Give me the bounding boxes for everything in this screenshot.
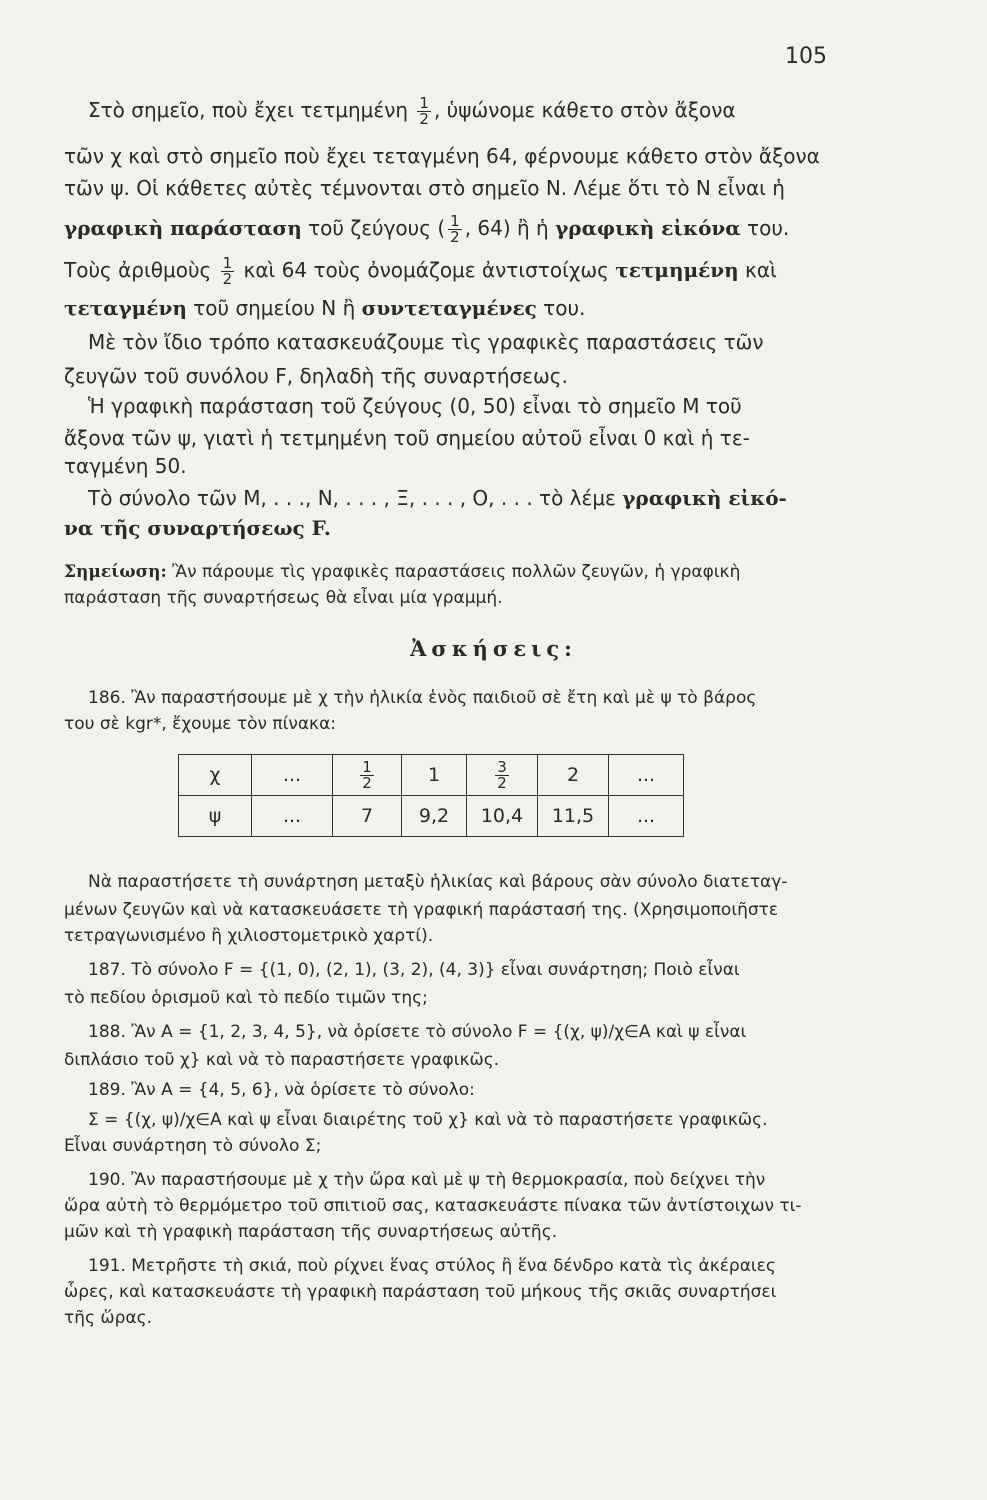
ex186-line1: 186. Ἂν παραστήσουμε μὲ χ τὴν ἡλικία ἑνὸς παιδιοῦ σὲ ἔτη καὶ μὲ ψ τὸ βάρος	[88, 688, 757, 708]
ex189-line3: Εἶναι συνάρτηση τὸ σύνολο Σ;	[64, 1136, 322, 1156]
term-coordinates: συντεταγμένες	[361, 296, 537, 320]
note-line2: παράσταση τῆς συναρτήσεως θὰ εἶναι μία γραμμή.	[64, 588, 503, 608]
p1-line6: τεταγμένη τοῦ σημείου Ν ἢ συντεταγμένες του.	[64, 296, 586, 320]
p3-line1: Ἡ γραφικὴ παράσταση τοῦ ζεύγους (0, 50) εἶναι τὸ σημεῖο Μ τοῦ	[88, 394, 742, 418]
note-line1: Σημείωση: Ἂν πάρουμε τὶς γραφικὲς παραστάσεις πολλῶν ζευγῶν, ἡ γραφικὴ	[64, 562, 741, 582]
fraction-half: $\frac{1}{2}$	[419, 94, 429, 128]
term-abscissa: τετμημένη	[615, 258, 739, 282]
table-cell: 9,2	[402, 796, 467, 837]
term-graphical-image-function: γραφικὴ εἰκό-	[622, 486, 787, 510]
table-row-y	[179, 796, 684, 837]
p2-line1: Μὲ τὸν ἴδιο τρόπο κατασκευάζουμε τὶς γραφικὲς παραστάσεις τῶν	[88, 330, 764, 354]
p3-line3: ταγμένη 50.	[64, 454, 187, 478]
ex190-line3: μῶν καὶ τὴ γραφικὴ παράσταση τῆς συναρτήσεως αὐτῆς.	[64, 1222, 558, 1242]
table-row-x	[179, 755, 684, 796]
ex186-line2: του σὲ kgr*, ἔχουμε τὸν πίνακα:	[64, 714, 337, 734]
ex188-line1: 188. Ἂν Α = {1, 2, 3, 4, 5}, νὰ ὁρίσετε τὸ σύνολο F = {(χ, ψ)/χ∈Α καὶ ψ εἶναι	[88, 1022, 747, 1042]
ex190-line1: 190. Ἂν παραστήσουμε μὲ χ τὴν ὥρα καὶ μὲ ψ τὴ θερμοκρασία, ποὺ δείχνει τὴν	[88, 1170, 766, 1190]
table-cell: 2	[538, 755, 609, 796]
ex191-line1: 191. Μετρῆστε τὴ σκιά, ποὺ ρίχνει ἕνας στύλος ἢ ἕνα δένδρο κατὰ τὶς ἀκέραιες	[88, 1256, 776, 1276]
age-weight-table	[178, 754, 684, 837]
p1-line5: Τοὺς ἀριθμοὺς $\frac{1}{2}$ καὶ 64 τοὺς ὀνομάζομε ἀντιστοίχως τετμημένη καὶ	[64, 254, 777, 288]
table-cell: ...	[609, 755, 684, 796]
p4-line1: Τὸ σύνολο τῶν Μ, . . ., Ν, . . . , Ξ, . . . , Ο, . . . τὸ λέμε γραφικὴ εἰκό-	[88, 486, 787, 510]
ex189-line1: 189. Ἂν Α = {4, 5, 6}, νὰ ὁρίσετε τὸ σύνολο:	[88, 1080, 475, 1100]
fraction-half: $\frac{1}{2}$	[450, 212, 460, 246]
ex190-line2: ὥρα αὐτὴ τὸ θερμόμετρο τοῦ σπιτιοῦ σας, κατασκευάστε πίνακα τῶν ἀντίστοιχων τι-	[64, 1196, 802, 1216]
p1-line2: τῶν χ καὶ στὸ σημεῖο ποὺ ἔχει τεταγμένη 64, φέρνουμε κάθετο στὸν ἄξονα	[64, 144, 820, 168]
table-cell: 1	[402, 755, 467, 796]
p1-line1	[64, 96, 858, 127]
term-graphical-image: γραφικὴ εἰκόνα	[555, 216, 741, 240]
ex191-line3: τῆς ὥρας.	[64, 1308, 153, 1328]
p2-line2: ζευγῶν τοῦ συνόλου F, δηλαδὴ τῆς συναρτήσεως.	[64, 364, 568, 388]
note-label: Σημείωση:	[64, 562, 167, 582]
table-cell: ...	[252, 755, 333, 796]
ex186-task1: Νὰ παραστήσετε τὴ συνάρτηση μεταξὺ ἡλικίας καὶ βάρους σὰν σύνολο διατεταγ-	[88, 872, 788, 892]
p4-line2: να τῆς συναρτήσεως F.	[64, 516, 331, 540]
table-cell: 11,5	[538, 796, 609, 837]
fraction-half: $\frac{1}{2}$	[222, 254, 233, 288]
page-number: 105	[785, 44, 827, 69]
p3-line2: ἄξονα τῶν ψ, γιατὶ ἡ τετμημένη τοῦ σημείου αὐτοῦ εἶναι 0 καὶ ἡ τε-	[64, 426, 750, 450]
ex187-line1: 187. Τὸ σύνολο F = {(1, 0), (2, 1), (3, 2), (4, 3)} εἶναι συνάρτηση; Ποιὸ εἶναι	[88, 960, 740, 980]
ex188-line2: διπλάσιο τοῦ χ} καὶ νὰ τὸ παραστήσετε γραφικῶς.	[64, 1050, 500, 1070]
table-cell: χ	[179, 755, 252, 796]
term-graphical-representation: γραφικὴ παράσταση	[64, 216, 302, 240]
table-cell: $\frac{1}{2}$	[333, 755, 402, 796]
table-cell: ...	[252, 796, 333, 837]
ex186-task2: μένων ζευγῶν καὶ νὰ κατασκευάσετε τὴ γραφική παράστασή της. (Χρησιμοποιῆστε	[64, 900, 779, 920]
ex186-task3: τετραγωνισμένο ἢ χιλιοστομετρικὸ χαρτί).	[64, 926, 434, 946]
table-cell: 10,4	[467, 796, 538, 837]
term-ordinate: τεταγμένη	[64, 296, 187, 320]
table-cell: ...	[609, 796, 684, 837]
p1-text: , ὑψώνομε κάθετο στὸν ἄξονα	[433, 98, 736, 122]
p1-text: Στὸ σημεῖο, ποὺ ἔχει τετμημένη	[88, 98, 409, 122]
p1-line4: γραφικὴ παράσταση τοῦ ζεύγους ( $\frac{1}{2}$ , 64) ἢ ἡ γραφικὴ εἰκόνα του.	[64, 212, 790, 246]
ex187-line2: τὸ πεδίου ὁρισμοῦ καὶ τὸ πεδίο τιμῶν της;	[64, 988, 428, 1008]
p1-line3: τῶν ψ. Οἱ κάθετες αὐτὲς τέμνονται στὸ σημεῖο Ν. Λέμε ὅτι τὸ Ν εἶναι ἡ	[64, 176, 785, 200]
exercises-heading: Ἀσκήσεις:	[410, 636, 577, 661]
ex189-line2: Σ = {(χ, ψ)/χ∈Α καὶ ψ εἶναι διαιρέτης τοῦ χ} καὶ νὰ τὸ παραστήσετε γραφικῶς.	[88, 1110, 768, 1130]
ex191-line2: ὧρες, καὶ κατασκευάστε τὴ γραφικὴ παράσταση τοῦ μήκους τῆς σκιᾶς συναρτήσει	[64, 1282, 777, 1302]
table-cell: 7	[333, 796, 402, 837]
table-cell: $\frac{3}{2}$	[467, 755, 538, 796]
table-cell: ψ	[179, 796, 252, 837]
